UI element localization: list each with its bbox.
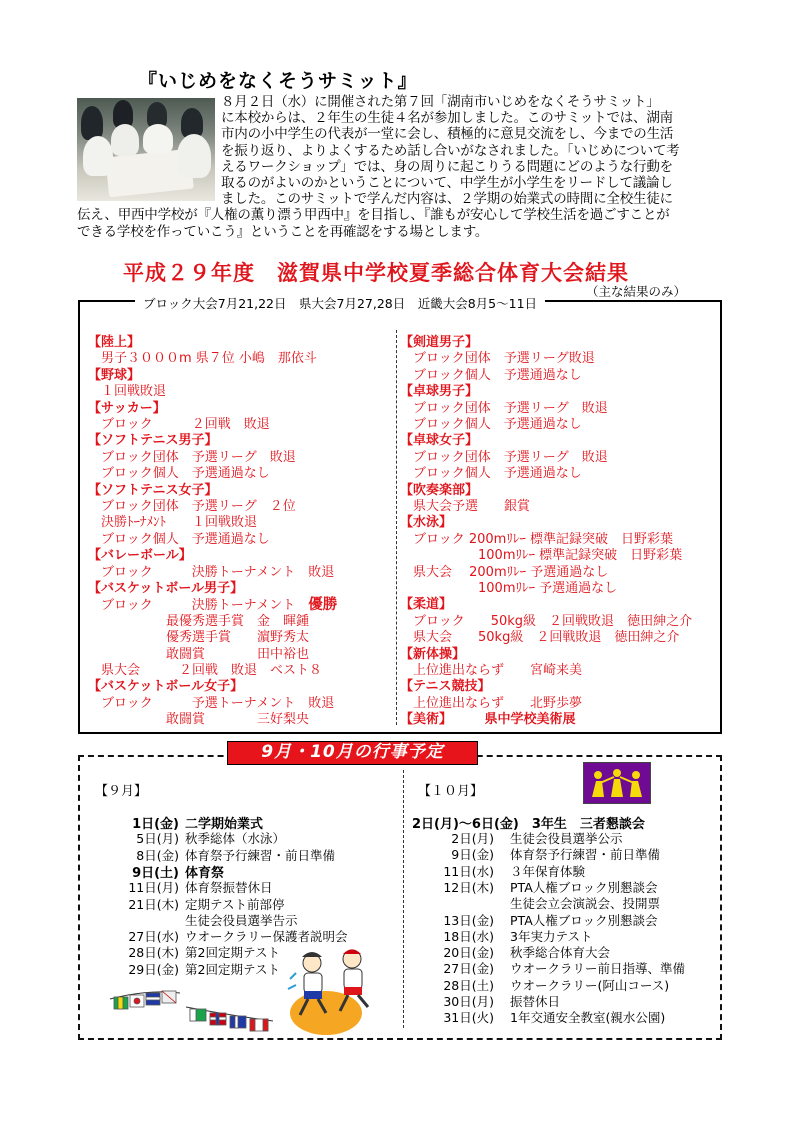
result-text: 【卓球男子】 xyxy=(400,384,479,400)
event-name: 第2回定期テスト xyxy=(185,961,280,977)
events-divider xyxy=(403,770,404,1028)
event-date: 31日(火) xyxy=(443,1010,494,1026)
event-date: 27日(金) xyxy=(443,961,494,977)
event-date: 18日(水) xyxy=(443,928,494,944)
result-text: ブロック 予選トーナメント 敗退 xyxy=(88,695,335,711)
summit-line: ました。このサミットで学んだ内容は、２学期の始業式の時間に全校生徒に xyxy=(221,191,673,208)
october-heading: 【１０月】 xyxy=(418,784,484,799)
event-name: 秋季総合体育大会 xyxy=(510,945,611,961)
event-date: 28日(土) xyxy=(443,977,494,993)
event-name: 体育祭予行練習・前日準備 xyxy=(510,847,661,863)
result-text: 【バレーボール】 xyxy=(88,548,192,564)
result-text: 県大会 ２回戦 敗退 ベスト８ xyxy=(88,663,323,678)
event-date: 30日(月) xyxy=(443,994,494,1009)
result-text: 【柔道】 xyxy=(400,597,453,613)
event-date: 29日(金) xyxy=(128,961,179,977)
result-text: ブロック ２回戦 敗退 xyxy=(88,417,270,432)
event-name: 生徒会役員選挙公示 xyxy=(510,831,623,846)
event-date: 2日(月) xyxy=(451,831,494,846)
event-name: PTA人権ブロック別懇談会 xyxy=(510,879,658,895)
result-text: 【卓球女子】 xyxy=(400,433,479,449)
summit-title: 『いじめをなくそうサミット』 xyxy=(138,70,418,92)
result-text: 【ソフトテニス男子】 xyxy=(88,433,218,449)
result-text: ブロック団体 予選リーグ敗退 xyxy=(400,351,595,367)
event-name: PTA人権ブロック別懇談会 xyxy=(510,912,658,928)
result-text: ブロック個人 予選通過なし xyxy=(400,466,582,482)
result-text: ブロック団体 予選リーグ 敗退 xyxy=(400,400,608,416)
result-text: 【ソフトテニス女子】 xyxy=(88,482,218,498)
september-heading: 【９月】 xyxy=(95,784,148,799)
result-text: 【新体操】 xyxy=(400,646,466,662)
event-name: 定期テスト前部停 xyxy=(185,896,285,912)
result-text: ブロック個人 予選通過なし xyxy=(400,367,582,383)
runners-illustration xyxy=(286,945,390,1035)
event-name: 二学期始業式 xyxy=(185,817,264,832)
event-name: 3年実力テスト xyxy=(510,928,593,944)
result-text: ブロック個人 予選通過なし xyxy=(400,417,582,432)
result-text: 決勝ﾄｰﾅﾒﾝﾄ １回戦敗退 xyxy=(88,515,258,531)
result-text: ブロック団体 予選リーグ 敗退 xyxy=(400,449,608,465)
event-name: 生徒会立会演説会、投開票 xyxy=(510,896,661,912)
result-text: 100mﾘﾚｰ 予選通過なし xyxy=(400,581,618,596)
result-text: 県大会 200mﾘﾚｰ 予選通過なし xyxy=(400,564,609,580)
victory-label: 優勝 xyxy=(308,597,338,614)
result-text: ブロック 200mﾘﾚｰ 標準記録突破 日野彩葉 xyxy=(400,531,673,547)
result-text: 【吹奏楽部】 xyxy=(400,482,479,498)
event-date: 21日(木) xyxy=(128,896,179,912)
results-divider xyxy=(396,330,397,725)
result-line xyxy=(88,708,309,727)
event-date: 27日(水) xyxy=(128,929,179,945)
summit-line: を振り返り、よりよくするため話し合いがなされました。「いじめについて考 xyxy=(221,142,680,159)
result-text: 【美術】 県中学校美術展 xyxy=(400,712,576,728)
result-text: 上位進出ならず 北野歩夢 xyxy=(400,695,583,711)
event-date: 5日(月) xyxy=(136,831,179,847)
events-banner: 9月・10月の行事予定 xyxy=(227,741,478,765)
result-text: 【テニス競技】 xyxy=(400,679,491,695)
result-text: 県大会予選 銀賞 xyxy=(400,499,531,514)
result-text: 【バスケットボール男子】 xyxy=(88,581,244,596)
event-name: ３年保育体験 xyxy=(510,863,586,879)
result-text: ブロック団体 予選リーグ ２位 xyxy=(88,499,296,514)
event-name: 1年交通安全教室(親水公園) xyxy=(510,1010,666,1026)
result-text: 上位進出ならず 宮崎来美 xyxy=(400,663,583,678)
event-name: ウオークラリー保護者説明会 xyxy=(185,929,348,945)
result-text: ブロック 50kg級 ２回戦敗退 徳田紳之介 xyxy=(400,613,693,629)
event-date: 28日(木) xyxy=(128,945,179,961)
summit-line: 市内の小中学生の代表が一堂に会し、積極的に意見交流をし、今までの生活 xyxy=(221,126,674,143)
event-name: 体育祭 xyxy=(185,865,225,881)
event-date: 11日(水) xyxy=(443,863,494,879)
result-text: 最優秀選手賞 金 暉鍾 xyxy=(88,613,310,629)
event-date: 11日(月) xyxy=(128,880,179,896)
result-text: 【陸上】 xyxy=(88,335,141,350)
summit-line: 伝え、甲西中学校が『人権の薫り漂う甲西中』を目指し、『誰もが安心して学校生活を過ごすことが xyxy=(77,207,670,224)
event-name: 体育祭予行練習・前日準備 xyxy=(185,847,336,863)
summit-line: に本校からは、２年生の生徒４名が参加しました。このサミットでは、湖南 xyxy=(221,110,673,127)
event-name: ウオークラリー前日指導、準備 xyxy=(510,961,686,977)
flags-illustration xyxy=(108,985,278,1033)
event-date: 9日(金) xyxy=(451,847,494,863)
summit-body xyxy=(77,94,727,240)
event-name: 生徒会役員選挙告示 xyxy=(185,912,298,928)
result-text: 【水泳】 xyxy=(400,515,453,531)
event-name: ウオークラリー(阿山コース) xyxy=(510,977,670,993)
results-title: 平成２９年度 滋賀県中学校夏季総合体育大会結果 xyxy=(123,261,629,285)
result-text: 優秀選手賞 濵野秀太 xyxy=(88,630,310,646)
result-text: ブロック団体 予選リーグ 敗退 xyxy=(88,449,296,465)
summit-line: えるワークショップ」では、身の周りに起こりうる問題にどのような行動を xyxy=(221,158,673,175)
results-note: （主な結果のみ） xyxy=(586,284,687,299)
event-date: 1日(金) xyxy=(132,817,179,832)
october-headline: 2日(月)～6日(金) 3年生 三者懇談会 xyxy=(412,817,645,832)
result-text: 【野球】 xyxy=(88,367,141,383)
event-date: 9日(土) xyxy=(132,865,179,881)
result-text: 県大会 50kg級 ２回戦敗退 徳田紳之介 xyxy=(400,630,680,646)
result-text: ブロック 決勝トーナメント 敗退 xyxy=(88,564,335,580)
result-text: 【剣道男子】 xyxy=(400,335,479,350)
result-category xyxy=(400,708,576,727)
results-schedule: ブロック大会7月21,22日 県大会7月27,28日 近畿大会8月5～11日 xyxy=(135,294,545,312)
result-text: 男子３０００m 県７位 小嶋 那依斗 xyxy=(88,351,317,367)
summit-line: 取るのがよいのかということについて、中学生が小学生をリードして議論し xyxy=(221,174,673,191)
result-text: 【バスケットボール女子】 xyxy=(88,679,244,695)
event-name: 体育祭振替休日 xyxy=(185,880,273,896)
event-date: 20日(金) xyxy=(443,945,494,961)
result-text: 100mﾘﾚｰ 標準記録突破 日野彩葉 xyxy=(400,548,683,564)
summit-line: できる学校を作っていこう』ということを再確認をする場とします。 xyxy=(77,223,489,240)
event-date: 8日(金) xyxy=(136,847,179,863)
result-text: ブロック個人 予選通過なし xyxy=(88,531,270,547)
school-logo xyxy=(583,762,651,804)
result-text: 【サッカー】 xyxy=(88,400,166,416)
event-name: 第2回定期テスト xyxy=(185,945,280,961)
event-date: 12日(木) xyxy=(443,879,494,895)
event-name: 秋季総体（水泳） xyxy=(185,831,286,847)
result-text: 敢闘賞 三好梨央 xyxy=(88,712,310,728)
event-date: 13日(金) xyxy=(443,912,494,928)
result-text: ブロック個人 予選通過なし xyxy=(88,466,270,482)
result-text: 敢闘賞 田中裕也 xyxy=(88,646,310,662)
result-text: ブロック 決勝トーナメント xyxy=(88,598,309,614)
result-text: １回戦敗退 xyxy=(88,384,167,400)
event-name: 振替休日 xyxy=(510,994,561,1009)
summit-line: ８月２日（水）に開催された第７回「湖南市いじめをなくそうサミット」 xyxy=(221,94,660,110)
